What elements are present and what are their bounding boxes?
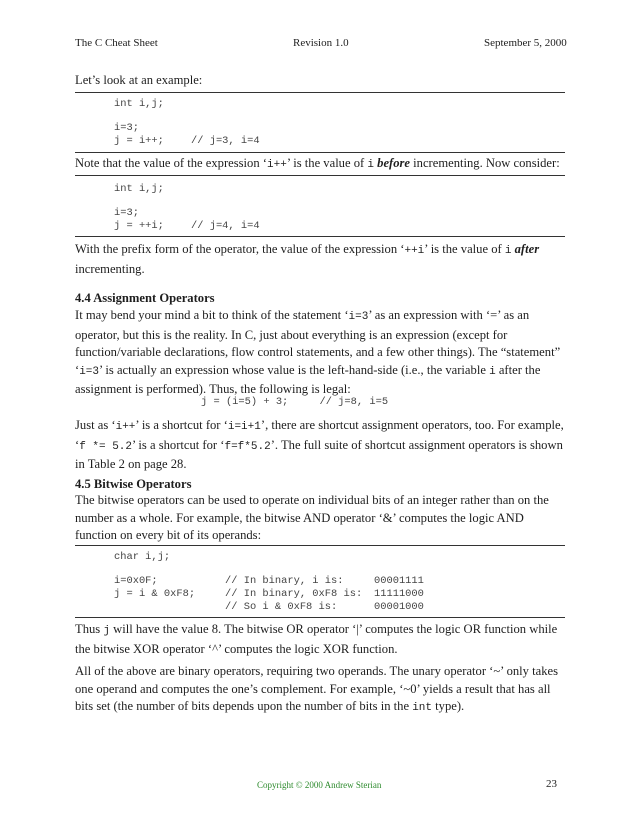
code3-row1-code: i=0x0F; (114, 575, 158, 587)
note2-text-c: incrementing. (75, 261, 145, 276)
footer-copyright: Copyright © 2000 Andrew Sterian (257, 780, 382, 790)
code-block-bottom-rule (75, 236, 565, 237)
code1-line3-comment: // j=3, i=4 (191, 135, 260, 147)
sec44-q-code-b: i=i+1 (227, 421, 261, 433)
note1-code-a: i++ (267, 159, 287, 171)
code-block-bottom-rule (75, 152, 565, 153)
sec44-text-b: ’ as an expression with ‘=’ as an operator, but this is the reality. In C, just about everything is an expression (except for function/variable declarations, flow control statements, and a few other things). The “statement” ‘ (75, 308, 561, 377)
sec44-code-c: i (489, 365, 496, 378)
unary-operator-paragraph (75, 663, 565, 718)
note1-emphasis: before (377, 156, 411, 170)
sec44-code-a: i=3 (348, 311, 369, 323)
note2-text-b: ’ is the value of (424, 242, 505, 256)
note1-text-a: Note that the value of the expression ‘ (75, 156, 267, 170)
note2-emphasis: after (514, 242, 540, 256)
sec44-q-text-a: Just as ‘ (75, 418, 116, 432)
assignment-code-example: j = (i=5) + 3; // j=8, i=5 (201, 396, 389, 408)
note1-text-b: ’ is the value of (286, 156, 368, 170)
note1-text-c: incrementing. Now consider: (410, 156, 560, 170)
note1-code-b: i (367, 159, 374, 171)
note2-code-b: i (504, 245, 512, 257)
code2-line1: int i,j; (114, 183, 164, 195)
code1-line3-code: j = i++; (114, 135, 164, 147)
sec44-q-text-e: ’. The full suite of shortcut assignment operators is shown in Table 2 on page 28. (75, 437, 563, 472)
assignment-paragraph (75, 307, 565, 399)
code3-row3-comment: // So i & 0xF8 is: (225, 601, 338, 613)
sec44-q-text-c: ’, there are shortcut assignment operators, too. For example, ‘ (75, 418, 564, 452)
bitwise-paragraph: The bitwise operators can be used to operate on individual bits of an integer rather than on the number as a whole. For example, the bitwise AND operator ‘&’ computes the logic AND function on every bit of its operands: (75, 493, 549, 543)
code3-row2-binary: 11111000 (374, 588, 424, 600)
sec44-q-text-b: ’ is a shortcut for ‘ (135, 418, 228, 432)
sec44-code-b: i=3 (79, 365, 100, 378)
code-block-top-rule (75, 175, 565, 176)
code2-line3-comment: // j=4, i=4 (191, 220, 260, 232)
sec45-u-text-b: type). (432, 699, 465, 714)
sec45-u-text-a: All of the above are binary operators, requiring two operands. The unary operator ‘~’ only takes one operand and computes the one’s complement. For example, ‘~0’ yields a result that has all bits set (the number of bits depends upon the number of bits in the (75, 664, 558, 714)
sec44-text-d: after the assignment is performed). Thus, the following is legal: (75, 362, 541, 397)
code3-row3-binary: 00001000 (374, 601, 424, 613)
intro-text: Let’s look at an example: (75, 73, 203, 87)
sec44-q-text-d: ’ is a shortcut for ‘ (132, 437, 225, 452)
header-title: The C Cheat Sheet (75, 37, 158, 49)
code3-row2-comment: // In binary, 0xF8 is: (225, 588, 363, 600)
shortcut-paragraph (75, 417, 565, 474)
code1-line2: i=3; (114, 122, 139, 134)
code-block-bottom-rule (75, 617, 565, 618)
note-before-paragraph (75, 155, 565, 175)
note-after-paragraph (75, 241, 565, 278)
code3-row1-binary: 00001111 (374, 575, 424, 587)
sec44-q-code-d: f=f*5.2 (224, 440, 271, 453)
bitwise-or-xor-paragraph (75, 621, 565, 658)
sec45-t-text-b: will have the value 8. The bitwise OR operator ‘|’ computes the logic OR function while the bitwise XOR operator ‘^’ computes the logic XOR function. (75, 622, 558, 656)
page-number: 23 (546, 778, 557, 790)
code3-row1-comment: // In binary, i is: (225, 575, 344, 587)
code3-line1: char i,j; (114, 551, 171, 563)
section-heading-bitwise: 4.5 Bitwise Operators (75, 477, 192, 491)
sec45-u-code-a: int (412, 702, 432, 715)
sec45-t-text-a: Thus (75, 622, 104, 636)
code1-line1: int i,j; (114, 98, 164, 110)
sec44-q-code-a: i++ (115, 421, 136, 433)
sec44-text-c: ’ is actually an expression whose value is the left-hand-side (i.e., the variable (99, 362, 490, 377)
code3-row2-code: j = i & 0xF8; (114, 588, 196, 600)
note2-code-a: ++i (404, 245, 425, 257)
code2-line3-code: j = ++i; (114, 220, 164, 232)
code2-line2: i=3; (114, 207, 139, 219)
code-block-top-rule (75, 545, 565, 546)
sec45-t-code-a: j (103, 625, 110, 637)
sec44-text-a: It may bend your mind a bit to think of the statement ‘ (75, 308, 349, 322)
code-block-top-rule (75, 92, 565, 93)
header-date: September 5, 2000 (484, 37, 567, 49)
sec44-q-code-c: f *= 5.2 (79, 440, 133, 453)
header-revision: Revision 1.0 (293, 37, 349, 49)
note2-text-a: With the prefix form of the operator, the value of the expression ‘ (75, 242, 405, 256)
section-heading-assignment: 4.4 Assignment Operators (75, 291, 215, 305)
